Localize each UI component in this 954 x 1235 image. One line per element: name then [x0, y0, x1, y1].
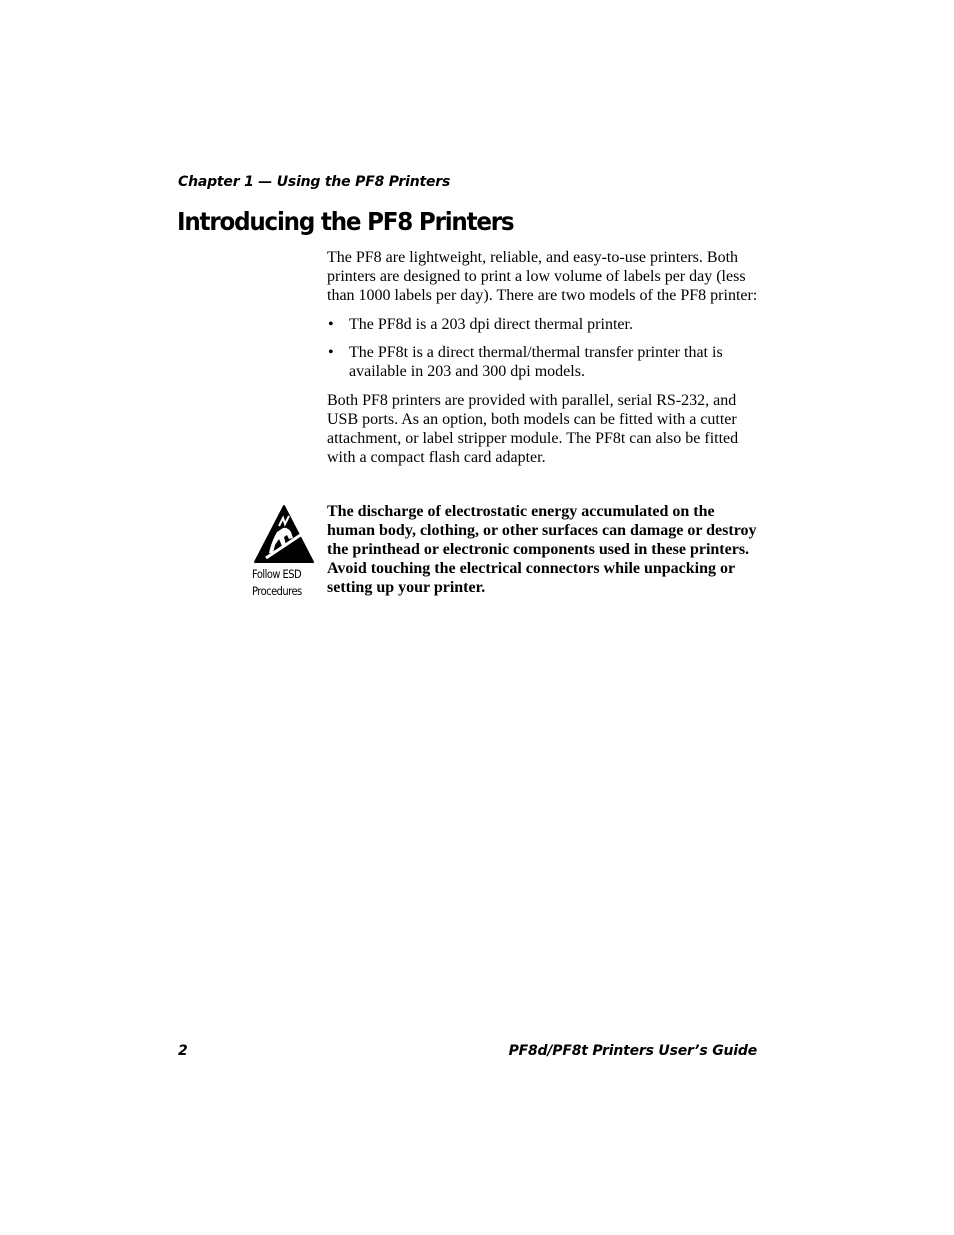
esd-caption-line: Follow ESD: [252, 567, 302, 581]
body-text: [327, 248, 759, 477]
guide-title: PF8d/PF8t Printers User’s Guide: [508, 1043, 757, 1059]
esd-caption: [252, 566, 307, 600]
esd-icon-group: [252, 504, 316, 600]
esd-warning-icon: [253, 504, 315, 564]
bullet-glyph: •: [328, 344, 334, 361]
list-item-text: The PF8d is a 203 dpi direct thermal printer.: [349, 316, 633, 333]
intro-paragraph: The PF8 are lightweight, reliable, and easy-to-use printers. Both printers are designed to print a low volume of labels per day (less than 1000 labels per day). There are two models of the PF8 printer:: [327, 249, 758, 304]
page-number: 2: [178, 1043, 188, 1059]
model-list: [327, 315, 759, 381]
bullet-glyph: •: [328, 316, 334, 333]
running-head: Chapter 1 — Using the PF8 Printers: [178, 174, 451, 190]
esd-caption-line: Procedures: [252, 584, 302, 598]
list-item-text: The PF8t is a direct thermal/thermal transfer printer that is available in 203 and 300 dpi models.: [349, 344, 723, 380]
section-title: Introducing the PF8 Printers: [177, 207, 514, 236]
list-item: [327, 343, 759, 381]
esd-warning-text: The discharge of electrostatic energy accumulated on the human body, clothing, or other surfaces can damage or destroy the printhead or electronic components used in these printers. Avoid touching the electrical connectors while unpacking or setting up your printer.: [327, 503, 757, 596]
ports-paragraph: Both PF8 printers are provided with parallel, serial RS-232, and USB ports. As an option, both models can be fitted with a cutter attachment, or label stripper module. The PF8t can also be fitted with a compact flash card adapter.: [327, 392, 739, 466]
list-item: [327, 315, 759, 334]
